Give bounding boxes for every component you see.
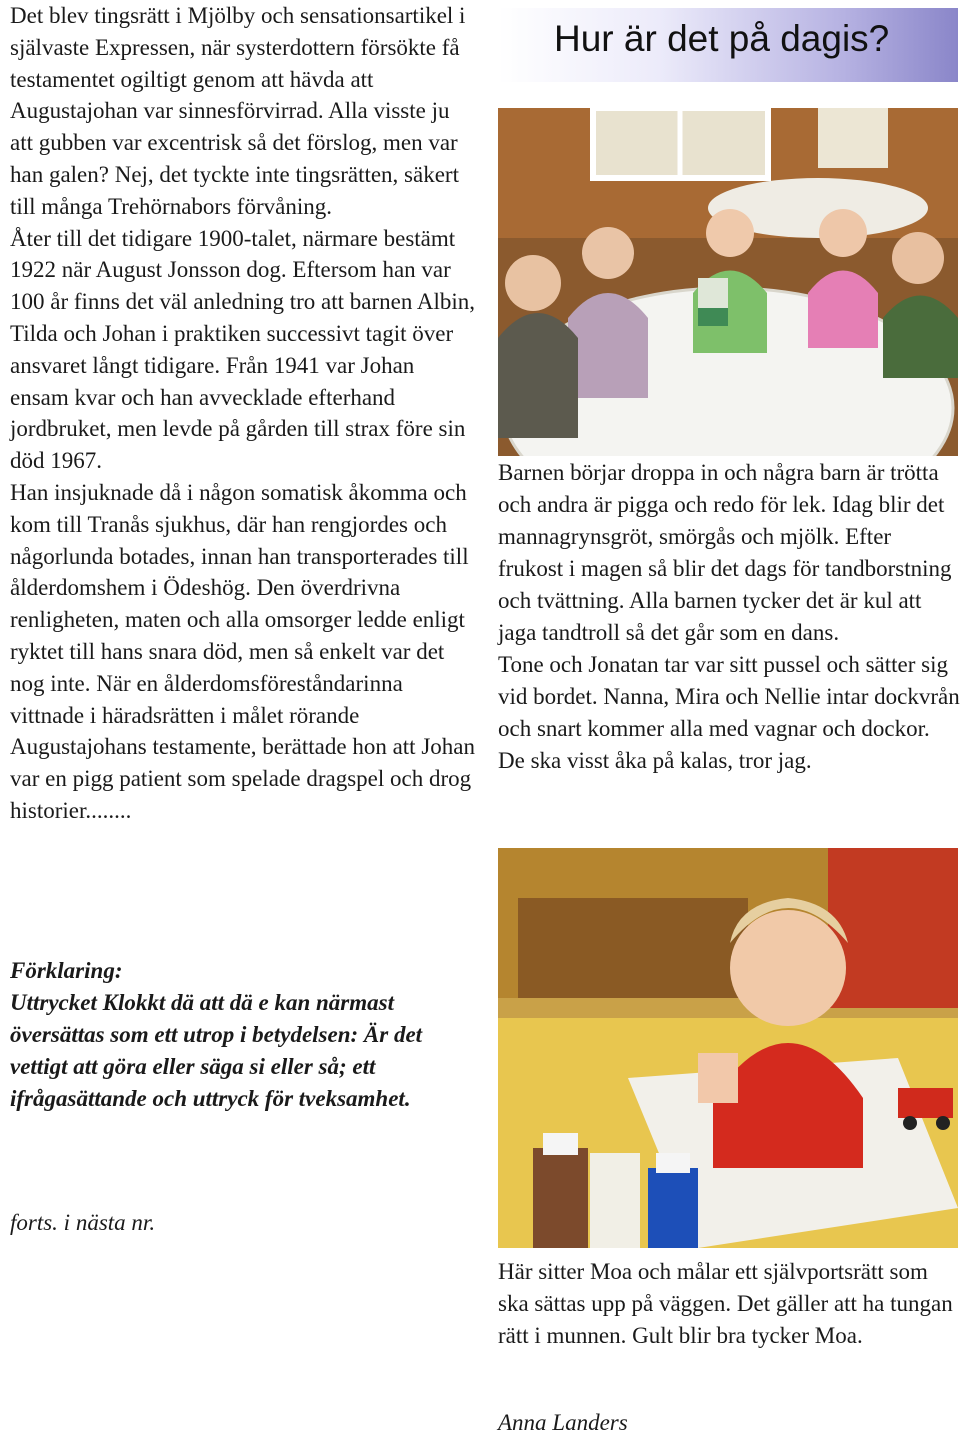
article-body [10,0,475,827]
child-painting-photo [498,848,958,1248]
article-paragraph-2: Åter till det tidigare 1900-talet, närmare bestämt 1922 när August Jonsson dog. Eftersom han var 100 år finns det väl anledning tro att barnen Albin, Tilda och Johan i praktiken successivt tagit över ansvaret långt tidigare. Från 1941 var Johan ensam kvar och han avvecklade efterhand jordbruket, men levde på gården till strax före sin död 1967. [10,225,475,474]
caption-1 [498,457,960,777]
article-paragraph-3: Han insjuknade då i någon somatisk åkomma och kom till Tranås sjukhus, där han rengjordes och någorlunda botades, innan han transporterades till ålderdomshem i Ödeshög. Den överdrivna renligheten, maten och alla omsorger ledde enligt ryktet till hans snara död, men så enkelt var det nog inte. När en ålderdomsföreståndarinna vittnade i häradsrätten i målet rörande Augustajohans testamente, berättade hon att Johan var en pigg patient som spelade dragspel och drog historier........ [10,479,475,823]
children-at-table-photo [498,108,958,456]
explanation-heading: Förklaring: [10,958,123,983]
explanation-box [10,955,470,1115]
photo-illustration-2 [498,848,958,1248]
caption-1-paragraph-b: Tone och Jonatan tar var sitt pussel och sätter sig vid bordet. Nanna, Mira och Nellie intar dockvrån och snart kommer alla med vagnar och dockor. De ska visst åka på kalas, tror jag. [498,652,960,773]
caption-1-paragraph-a: Barnen börjar droppa in och några barn är trötta och andra är pigga och redo för lek. Idag blir det mannagrynsgröt, smörgås och mjölk. Efter frukost i magen så blir det dags för tandborstning och tvättning. Alla barnen tycker det är kul att jaga tandtroll så det går som en dans. [498,460,952,645]
continued-note: forts. i nästa nr. [10,1210,156,1235]
article-paragraph-1: Det blev tingsrätt i Mjölby och sensationsartikel i självaste Expressen, när systerdottern försökte få testamentet ogiltigt genom att hävda att Augustajohan var sinnesförvirrad. Alla visste ju att gubben var excentrisk så det förslog, men var han galen? Nej, det tyckte inte tingsrätten, säkert till många Trehörnabors förvåning. [10,3,466,219]
caption-2: Här sitter Moa och målar ett självportsrätt som ska sättas upp på väggen. Det gäller att ha tungan rätt i munnen. Gult blir bra tycker Moa. [498,1259,953,1348]
explanation-text: Uttrycket Klokkt dä att dä e kan närmast översättas som ett utrop i betydelsen: Är det vettigt att göra eller säga si eller så; ett ifrågasättande och uttryck för tveksamhet. [10,990,423,1111]
photo-illustration-1 [498,108,958,456]
section-title: Hur är det på dagis? [498,8,958,82]
author-name: Anna Landers [498,1410,628,1435]
